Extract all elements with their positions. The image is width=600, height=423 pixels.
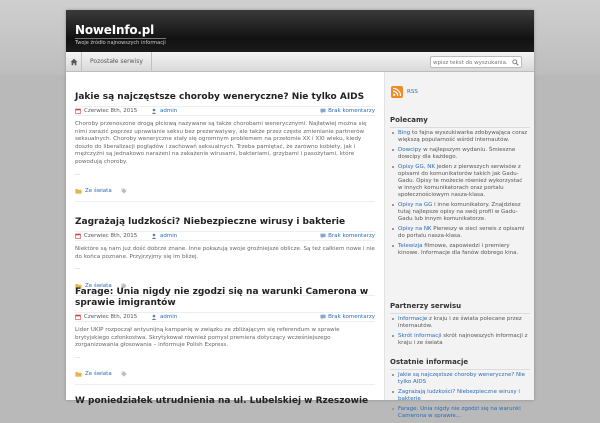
post-author[interactable]: admin <box>160 314 178 320</box>
latest-link[interactable]: Zagrażają ludzkości? Niebezpieczne wirusy i bakterie <box>398 389 520 402</box>
comment-icon <box>320 314 326 320</box>
latest-link[interactable]: Farage: Unia nigdy nie zgodzi się na warunki Camerona w sprawie... <box>398 406 521 419</box>
polecamy-title: Polecamy <box>390 116 428 124</box>
folder-icon <box>75 371 82 377</box>
list-item: Opisy na GG i inne komunikatory. Znajdziesz tutaj najlepsze opisy na swój profil w Gadu-Gadu lub innym komunikatorze. <box>392 202 528 223</box>
post <box>75 217 375 296</box>
user-icon <box>151 233 157 239</box>
post <box>75 287 375 385</box>
list-item: Opisy na NK Pierwszy w sieci serwis z opisami do portalu nasza-klasa. <box>392 226 528 240</box>
search-input[interactable] <box>433 58 507 67</box>
list-item: Telewizja filmowe, zapowiedzi i premiery kinowe. Informacje dla fanów dobrego kina. <box>392 243 528 257</box>
main-content <box>75 72 383 406</box>
post-comments-link[interactable]: Brak komentarzy <box>328 314 375 320</box>
partners-list <box>392 316 528 350</box>
post-footer <box>75 187 375 196</box>
nav-bar <box>66 52 534 72</box>
site-title[interactable]: NoweInfo.pl <box>75 23 155 37</box>
calendar-icon <box>75 108 81 114</box>
post-comments-link[interactable]: Brak komentarzy <box>328 233 375 239</box>
calendar-icon <box>75 314 81 320</box>
post-footer <box>75 370 375 379</box>
post-category-link[interactable]: Ze świata <box>85 371 112 378</box>
calendar-icon <box>75 233 81 239</box>
partners-title: Partnerzy serwisu <box>390 302 462 310</box>
polecamy-link[interactable]: Opisy na GG <box>398 202 433 208</box>
post-title[interactable]: Jakie są najczęstsze choroby weneryczne? Nie tylko AIDS <box>75 92 365 102</box>
post-date: Czerwiec 8th, 2015 <box>84 314 138 320</box>
post-more: ... <box>75 352 81 360</box>
list-item <box>392 389 528 403</box>
list-item <box>392 372 528 386</box>
list-item: Opisy GG, NK jeden z pierwszych serwisów z opisami do komunikatorów takich jak Gadu-Gadu. Opisy te możecie również wykorzystać w innych komunikatorach oraz portalu społecznościowym nasza-klasa. <box>392 164 528 199</box>
comment-icon <box>320 108 326 114</box>
post-title[interactable]: Farage: Unia nigdy nie zgodzi się na warunki Camerona w sprawie imigrantów <box>75 287 369 308</box>
post-category-link[interactable]: Ze świata <box>85 282 112 289</box>
latest-list <box>392 372 528 423</box>
post-excerpt: Niektóre są nam już dość dobrze znane. Inne pokazują swoje groźniejsze oblicze. Są też całkiem nowe i nie do końca poznane. Przyjrzyjmy się im bliżej. <box>75 246 375 260</box>
partner-link[interactable]: Informacje <box>398 316 428 322</box>
polecamy-link[interactable]: Opisy na NK <box>398 226 432 232</box>
polecamy-link[interactable]: Dowcipy <box>398 147 422 153</box>
post-comments-link[interactable]: Brak komentarzy <box>328 108 375 114</box>
post-title[interactable]: W poniedziałek utrudnienia na ul. Lubelskiej w Rzeszowie <box>75 396 369 406</box>
partner-link[interactable]: Skrót informacji <box>398 333 442 339</box>
tab-pozostale-serwisy[interactable]: Pozostałe serwisy <box>82 52 152 72</box>
post-meta <box>75 106 375 116</box>
sidebar <box>384 72 534 419</box>
post-excerpt: Choroby przenoszone drogą płciową nazywane są także chorobami wenerycznymi. Najłatwiej można się nimi zarazić poprzez uprawianie seksu bez prezerwatywy, ale także przez częste zmienianie partnerów seksualnych. Choroby weneryczne stały się ogromnym problemem na przełomie XX i XXI wieku, kiedy doszło do liberalizacji poglądów i zachowań seksualnych. Trzeba pamiętać, że zarówno kobiety, jak i mężczyźni są jednakowo narażeni na zakażenie wirusami, bakteriami, grzybami i pasożytami, które powodują choroby. <box>75 121 367 165</box>
polecamy-link[interactable]: Opisy GG <box>398 164 424 170</box>
rss-link[interactable] <box>391 86 418 98</box>
user-icon <box>151 314 157 320</box>
tag-icon <box>121 188 127 194</box>
site-tagline: Twoje źródło najnowszych informacji <box>75 40 166 46</box>
rss-icon <box>391 86 403 98</box>
post-author[interactable]: admin <box>160 108 178 114</box>
folder-icon <box>75 188 82 194</box>
polecamy-link[interactable]: NK <box>427 164 435 170</box>
list-item: Bing to fajna wyszukiwarka zdobywająca coraz większą popularność wśród internautów. <box>392 130 528 144</box>
search-icon[interactable] <box>510 58 520 67</box>
site-header <box>66 10 534 52</box>
list-item: Skrót informacji skrót najnowszych informacji z kraju i ze świata <box>392 333 528 347</box>
post-meta <box>75 312 375 322</box>
rss-label[interactable]: RSS <box>407 89 418 95</box>
post <box>75 92 375 202</box>
home-icon <box>70 58 78 66</box>
latest-title: Ostatnie informacje <box>390 358 469 366</box>
post <box>75 396 375 407</box>
post-date: Czerwiec 8th, 2015 <box>84 233 138 239</box>
post-date: Czerwiec 8th, 2015 <box>84 108 138 114</box>
post-excerpt: Lider UKIP rozpoczął antyunijną kampanię w związku ze zbliżającym się referendum w sprawie brytyjskiego członkostwa. Skrytykował również pomysł premiera dotyczący wcześniejszego zorganizowania głosowania – informuje Polish Express. <box>75 327 340 349</box>
tag-icon <box>121 371 127 377</box>
site-wrapper <box>66 10 534 419</box>
polecamy-link[interactable]: Telewizja <box>398 243 423 249</box>
home-button[interactable] <box>66 52 82 72</box>
latest-link[interactable]: Jakie są najczęstsze choroby weneryczne? Nie tylko AIDS <box>398 372 526 385</box>
polecamy-list <box>392 130 528 260</box>
post-category-link[interactable]: Ze świata <box>85 188 112 195</box>
search-box <box>430 56 522 68</box>
post-more: ... <box>75 264 81 272</box>
post-author[interactable]: admin <box>160 233 178 239</box>
post-more: ... <box>75 169 81 177</box>
post-title[interactable]: Zagrażają ludzkości? Niebezpieczne wirusy i bakterie <box>75 217 346 227</box>
post-meta <box>75 231 375 241</box>
list-item <box>392 406 528 420</box>
user-icon <box>151 108 157 114</box>
polecamy-link[interactable]: Bing <box>398 130 411 136</box>
comment-icon <box>320 233 326 239</box>
list-item: Dowcipy w najlepszym wydaniu. Śmieszne dowcipy dla każdego. <box>392 147 528 161</box>
list-item: Informacje z kraju i ze świata polecane przez internautów. <box>392 316 528 330</box>
